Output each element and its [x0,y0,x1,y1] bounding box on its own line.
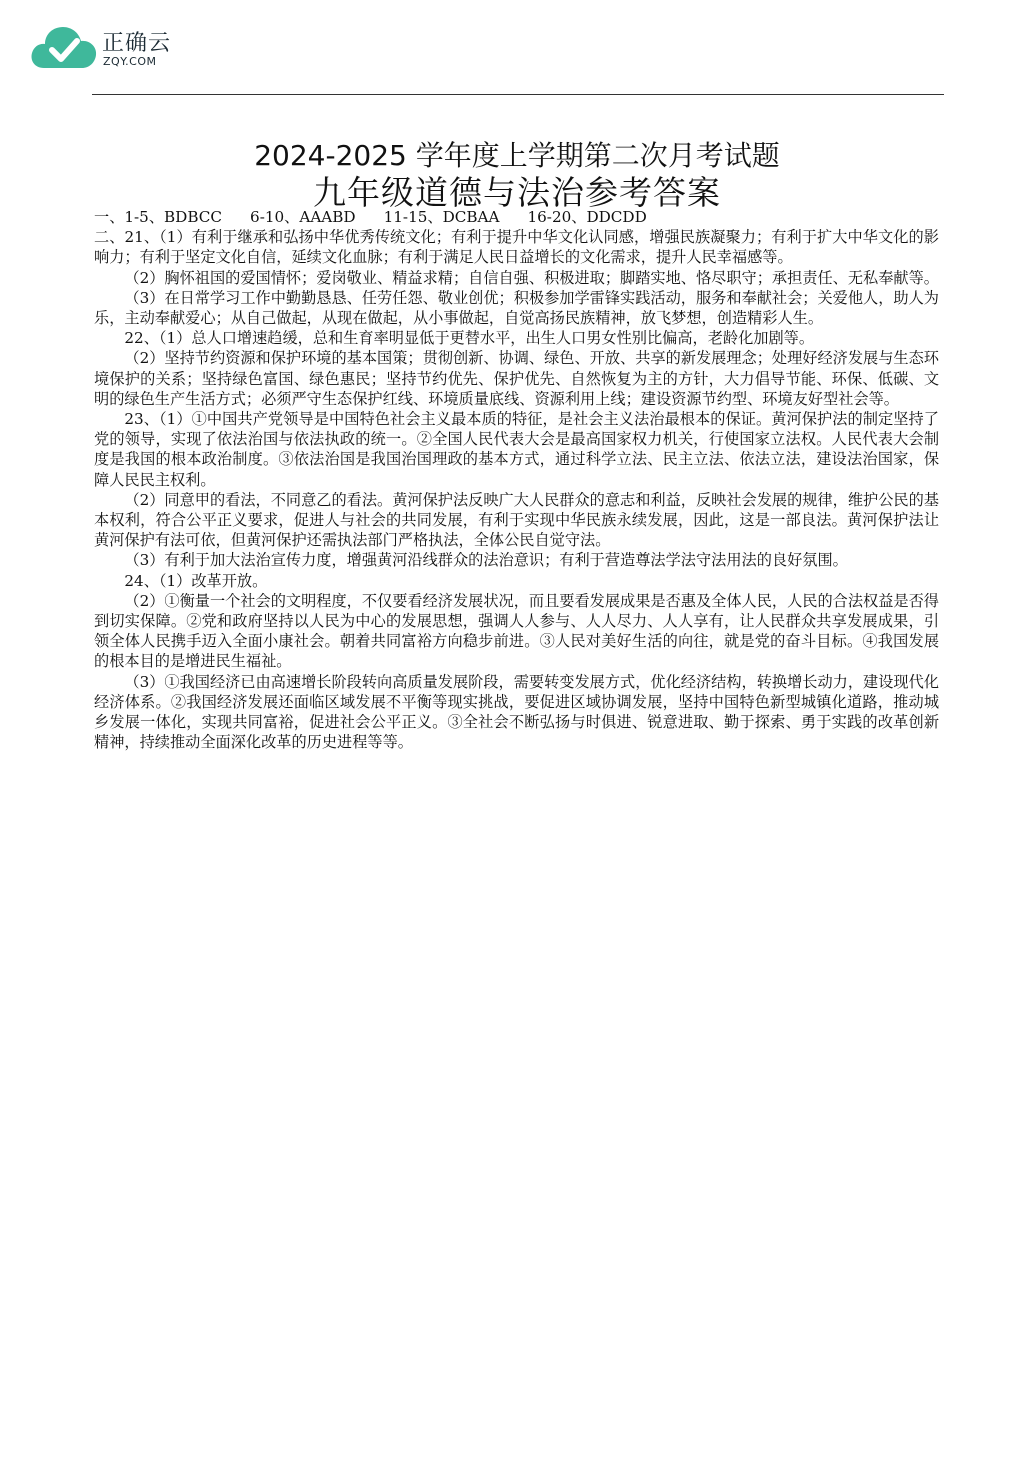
q22-part2: （2）坚持节约资源和保护环境的基本国策；贯彻创新、协调、绿色、开放、共享的新发展理念；处理好经济发展与生态环境保护的关系；坚持绿色富国、绿色惠民；坚持节约优先、保护优先、自然恢复为主的方针，大力倡导节能、环保、低碳、文明的绿色生产生活方式；必须严守生态保护红线、环境质量底线、资源利用上线；建设资源节约型、环境友好型社会等。 [94,349,939,408]
q24-part2: （2）①衡量一个社会的文明程度，不仅要看经济发展状况，而且要看发展成果是否惠及全体人民，人民的合法权益是否得到切实保障。②党和政府坚持以人民为中心的发展思想，强调人人参与、人人尽力、人人享有，让人民群众共享发展成果，引领全体人民携手迈入全面小康社会。朝着共同富裕方向稳步前进。③人民对美好生活的向往，就是党的奋斗目标。④我国发展的根本目的是增进民生福祉。 [94,591,939,671]
q21-part1: 二、21、（1）有利于继承和弘扬中华优秀传统文化；有利于提升中华文化认同感，增强民族凝聚力；有利于扩大中华文化的影响力；有利于坚定文化自信，延续文化血脉；有利于满足人民日益增长的文化需求，提升人民幸福感等。 [94,228,939,267]
mc-answers-line [94,207,939,227]
q23-part2: （2）同意甲的看法，不同意乙的看法。黄河保护法反映广大人民群众的意志和利益，反映社会发展的规律，维护公民的基本权利，符合公平正义要求，促进人与社会的共同发展，有利于实现中华民族永续发展，因此，这是一部良法。黄河保护法让黄河保护有法可依，但黄河保护还需执法部门严格执法，全体公民自觉守法。 [94,490,939,550]
mc-group: 11-15、DCBAA [383,208,500,226]
q23-part3: （3）有利于加大法治宣传力度，增强黄河沿线群众的法治意识；有利于营造尊法学法守法用法的良好氛围。 [124,551,848,570]
logo-name: 正确云 [102,31,172,56]
mc-prefix: 一、 [94,208,125,226]
q24-part3: （3）①我国经济已由高速增长阶段转向高质量发展阶段，需要转变发展方式，优化经济结构，转换增长动力，建设现代化经济体系。②我国经济发展还面临区域发展不平衡等现实挑战，要促进区域协调发展，坚持中国特色新型城镇化道路，推动城乡发展一体化，实现共同富裕，促进社会公平正义。③全社会不断弘扬与时俱进、锐意进取、勤于探索、勇于实践的改革创新精神，持续推动全面深化改革的历史进程等等。 [94,672,939,752]
q21-part2: （2）胸怀祖国的爱国情怀；爱岗敬业、精益求精；自信自强、积极进取；脚踏实地、恪尽职守；承担责任、无私奉献等。 [124,268,939,287]
q23-part1: 23、（1）①中国共产党领导是中国特色社会主义最本质的特征，是社会主义法治最根本的保证。黄河保护法的制定坚持了党的领导，实现了依法治国与依法执政的统一。②全国人民代表大会是最高国家权力机关，行使国家立法权。人民代表大会制度是我国的根本政治制度。③依法治国是我国治国理政的基本方式，通过科学立法、民主立法、依法立法，建设法治国家，保障人民民主权利。 [94,410,939,489]
mc-group: 1-5、BDBCC [124,208,223,226]
header-rule [92,94,944,95]
exam-title: 2024-2025 学年度上学期第二次月考试题 [254,139,780,172]
answer-key-title: 九年级道德与法治参考答案 [313,173,721,212]
mc-group: 16-20、DDCDD [527,208,647,226]
mc-group: 6-10、AAABD [250,208,356,226]
cloud-check-icon [30,22,98,72]
answer-content [94,207,939,752]
logo-domain: ZQY.COM [103,55,157,68]
q24-part1: 24、（1）改革开放。 [124,571,268,590]
zqy-logo [30,22,200,74]
q21-part3: （3）在日常学习工作中勤勤恳恳、任劳任怨、敬业创优；积极参加学雷锋实践活动，服务和奉献社会；关爱他人，助人为乐，主动奉献爱心；从自己做起，从现在做起，从小事做起，自觉高扬民族精神，放飞梦想，创造精彩人生。 [94,288,939,328]
q22-part1: 22、（1）总人口增速趋缓，总和生育率明显低于更替水平，出生人口男女性别比偏高，老龄化加剧等。 [124,329,815,348]
